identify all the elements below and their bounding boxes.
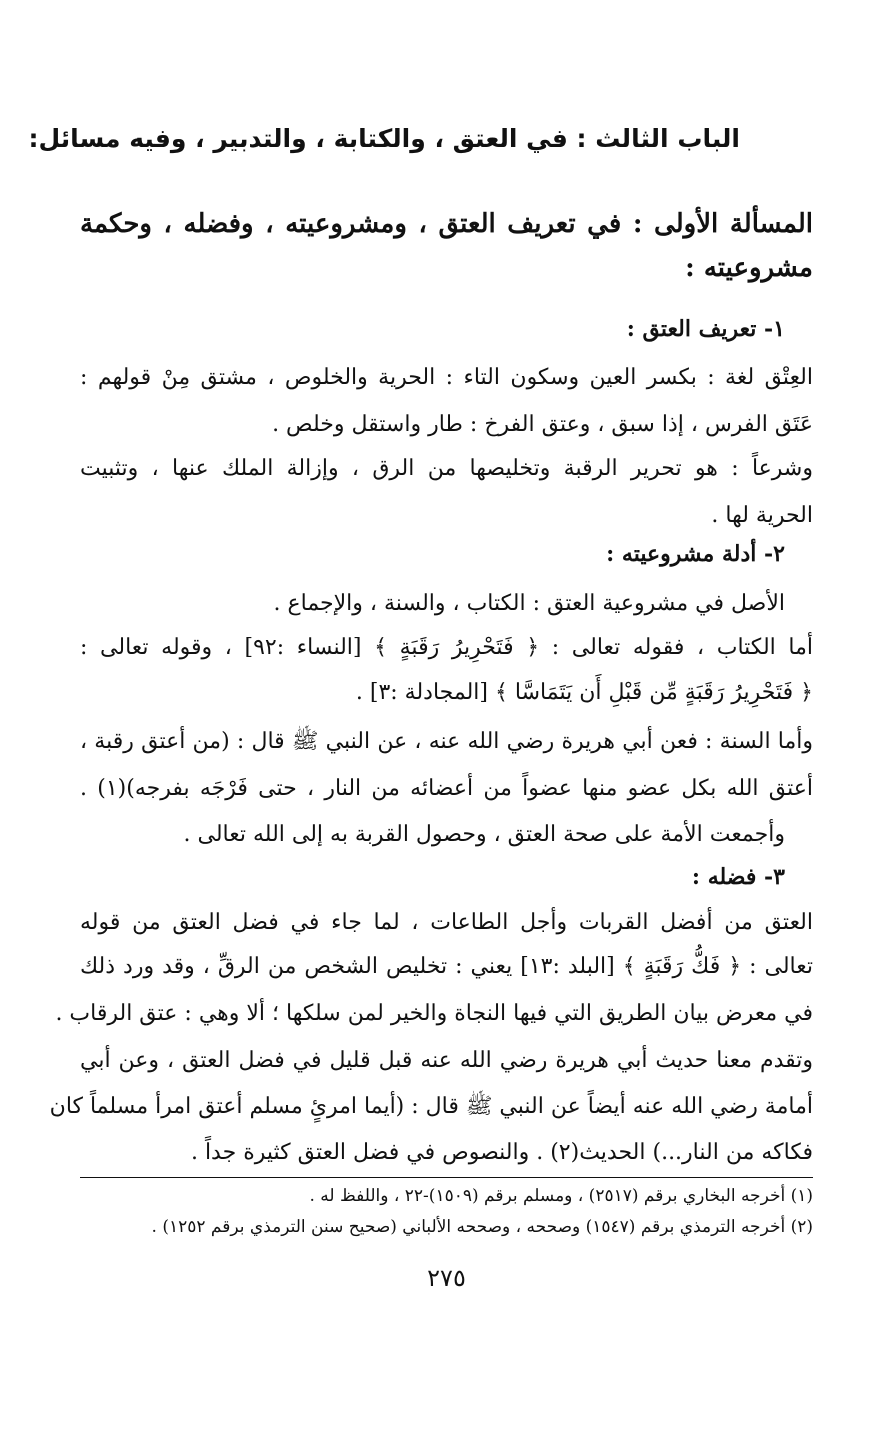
body-line: العتق من أفضل القربات وأجل الطاعات ، لما جاء في فضل العتق من قوله bbox=[80, 910, 813, 935]
section-heading-definition: ١- تعريف العتق : bbox=[626, 316, 785, 342]
footnote: (٢) أخرجه الترمذي برقم (١٥٤٧) وصححه ، وصححه الألباني (صحيح سنن الترمذي برقم ١٢٥٢) . bbox=[151, 1217, 813, 1237]
body-line: تعالى : ﴿ فَكُّ رَقَبَةٍ ﴾ [البلد :١٣] يعني : تخليص الشخص من الرقِّ ، وقد ورد ذلك bbox=[80, 954, 813, 979]
body-line: أمامة رضي الله عنه أيضاً عن النبي ﷺ قال : (أيما امرئٍ مسلم أعتق امرأ مسلماً كان bbox=[49, 1094, 813, 1119]
footnote: (١) أخرجه البخاري برقم (٢٥١٧) ، ومسلم برقم (١٥٠٩)-٢٢ ، واللفظ له . bbox=[309, 1186, 813, 1206]
body-line: الحرية لها . bbox=[711, 503, 813, 528]
section-heading-evidence: ٢- أدلة مشروعيته : bbox=[606, 541, 785, 567]
body-line: ﴿ فَتَحْرِيرُ رَقَبَةٍ مِّن قَبْلِ أَن يَتَمَاسَّا ﴾ [المجادلة :٣] . bbox=[355, 680, 813, 705]
body-line: وأما السنة : فعن أبي هريرة رضي الله عنه ، عن النبي ﷺ قال : (من أعتق رقبة ، bbox=[80, 729, 813, 754]
body-line: الأصل في مشروعية العتق : الكتاب ، والسنة ، والإجماع . bbox=[273, 591, 785, 616]
section-heading-virtue: ٣- فضله : bbox=[691, 864, 785, 890]
book-page bbox=[28, 0, 813, 1429]
body-line: العِتْق لغة : بكسر العين وسكون التاء : الحرية والخلوص ، مشتق مِنْ قولهم : bbox=[80, 365, 813, 390]
body-line: وأجمعت الأمة على صحة العتق ، وحصول القربة به إلى الله تعالى . bbox=[183, 822, 785, 847]
body-line: وشرعاً : هو تحرير الرقبة وتخليصها من الرق ، وإزالة الملك عنها ، وتثبيت bbox=[80, 456, 813, 481]
footnote-separator bbox=[80, 1177, 813, 1178]
body-line: وتقدم معنا حديث أبي هريرة رضي الله عنه قبل قليل في فضل العتق ، وعن أبي bbox=[80, 1048, 813, 1073]
issue-heading-line-2: مشروعيته : bbox=[685, 253, 813, 283]
body-line: في معرض بيان الطريق التي فيها النجاة والخير لمن سلكها ؛ ألا وهي : عتق الرقاب . bbox=[55, 1001, 813, 1026]
body-line: عَتَق الفرس ، إذا سبق ، وعتق الفرخ : طار واستقل وخلص . bbox=[272, 412, 813, 437]
chapter-title: الباب الثالث : في العتق ، والكتابة ، والتدبير ، وفيه مسائل: bbox=[28, 124, 740, 153]
body-line: أعتق الله بكل عضو منها عضواً من أعضائه من النار ، حتى فَرْجَه بفرجه)(١) . bbox=[80, 776, 813, 801]
issue-heading-line-1: المسألة الأولى : في تعريف العتق ، ومشروعيته ، وفضله ، وحكمة bbox=[80, 209, 813, 239]
body-line: فكاكه من النار...) الحديث(٢) . والنصوص في فضل العتق كثيرة جداً . bbox=[190, 1140, 813, 1165]
body-line: أما الكتاب ، فقوله تعالى : ﴿ فَتَحْرِيرُ رَقَبَةٍ ﴾ [النساء :٩٢] ، وقوله تعالى : bbox=[80, 635, 813, 660]
page-number: ٢٧٥ bbox=[427, 1264, 466, 1292]
